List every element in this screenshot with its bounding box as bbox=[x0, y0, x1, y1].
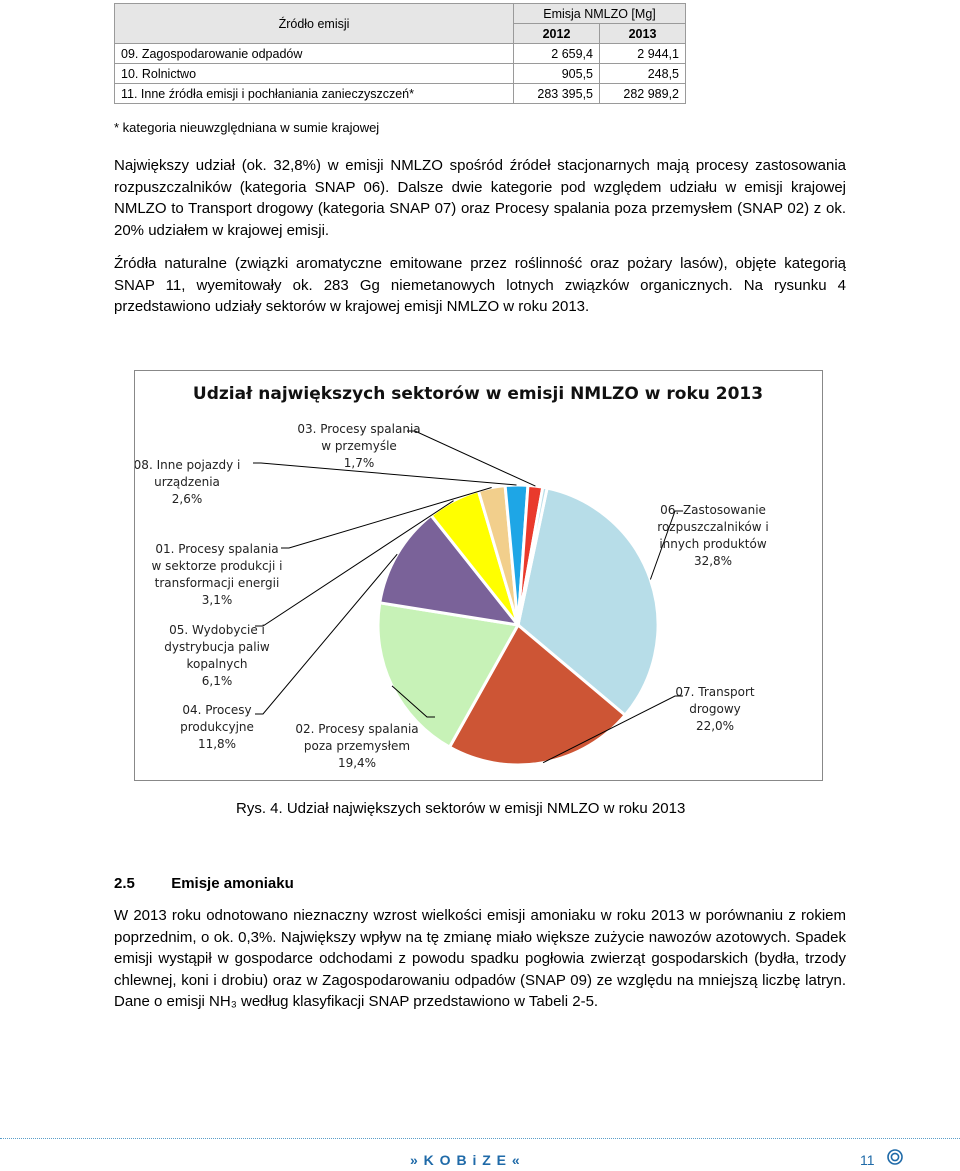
footer-rule bbox=[0, 1138, 960, 1139]
section-title: Emisje amoniaku bbox=[171, 875, 294, 892]
paragraph-ammonia: W 2013 roku odnotowano nieznaczny wzrost wielkości emisji amoniaku w roku 2013 w porównaniu z rokiem poprzednim, o ok. 0,3%. Największy wpływ na tę zmianę miało większe zużycie nawozów azotowych. Spadek emisji wystąpił w gospodarce odchodami z powodu spadku pogłowia zwierząt gospodarskich (bydła, trzody chlewnej, koni i drobiu) oraz w Zagospodarowaniu odpadów (SNAP 09) ze względu na mniejszą liczbę latryn. Dane o emisji NH₃ według klasyfikacji SNAP przedstawiono w Tabeli 2-5. bbox=[114, 907, 846, 1010]
page-number: 11 bbox=[860, 1152, 875, 1168]
pie-chart bbox=[135, 371, 822, 780]
row-source: 09. Zagospodarowanie odpadów bbox=[115, 44, 514, 64]
section-number: 2.5 bbox=[114, 875, 135, 892]
paragraph-natural-sources: Źródła naturalne (związki aromatyczne emitowane przez roślinność oraz pożary lasów), objęte kategorią SNAP 11, wyemitowały ok. 283 Gg niemetanowych lotnych związków organicznych. Na rysunku 4 przedstawiono udziały sektorów w krajowej emisji NMLZO w roku 2013. bbox=[114, 255, 846, 315]
header-emission: Emisja NMLZO [Mg] bbox=[514, 4, 686, 24]
pie-chart-frame bbox=[134, 370, 823, 781]
chart-title: Udział największych sektorów w emisji NMLZO w roku 2013 bbox=[192, 384, 764, 404]
target-logo-icon bbox=[887, 1149, 903, 1165]
footer-brand: » K O B i Z E « bbox=[410, 1152, 521, 1168]
leader-line-6 bbox=[253, 463, 517, 485]
slice-label-7: 03. Procesy spalania w przemyśle 1,7% bbox=[297, 422, 421, 470]
slice-label-3: 04. Procesy produkcyjne 11,8% bbox=[180, 703, 254, 751]
row-value-2012: 283 395,5 bbox=[514, 84, 600, 104]
leader-line-7 bbox=[407, 431, 535, 486]
table-row bbox=[115, 44, 686, 64]
row-source: 11. Inne źródła emisji i pochłaniania zanieczyszczeń* bbox=[115, 84, 514, 104]
row-value-2013: 2 944,1 bbox=[600, 44, 686, 64]
emission-table bbox=[114, 3, 686, 104]
table-row bbox=[115, 84, 686, 104]
slice-label-0: 06. Zastosowanie rozpuszczalników i innych produktów 32,8% bbox=[657, 503, 769, 568]
slice-label-5: 01. Procesy spalania w sektorze produkcji i transformacji energii 3,1% bbox=[151, 542, 283, 607]
slice-label-1: 07. Transport drogowy 22,0% bbox=[675, 685, 755, 733]
section-heading bbox=[114, 875, 294, 892]
row-value-2013: 248,5 bbox=[600, 64, 686, 84]
slice-label-2: 02. Procesy spalania poza przemysłem 19,4% bbox=[295, 722, 419, 770]
slice-label-6: 08. Inne pojazdy i urządzenia 2,6% bbox=[135, 458, 241, 506]
paragraph-nmlzo: Największy udział (ok. 32,8%) w emisji NMLZO spośród źródeł stacjonarnych mają procesy zastosowania rozpuszczalników (kategoria SNAP 06). Dalsze dwie kategorie pod względem udziału w emisji krajowej NMLZO to Transport drogowy (kategoria SNAP 07) oraz Procesy spalania poza przemysłem (SNAP 02) z ok. 20% udziałem w krajowej emisji. bbox=[114, 157, 846, 239]
header-year-2012: 2012 bbox=[514, 24, 600, 44]
header-source: Źródło emisji bbox=[115, 4, 514, 44]
figure-caption: Rys. 4. Udział największych sektorów w emisji NMLZO w roku 2013 bbox=[236, 800, 686, 817]
row-value-2012: 905,5 bbox=[514, 64, 600, 84]
row-source: 10. Rolnictwo bbox=[115, 64, 514, 84]
row-value-2012: 2 659,4 bbox=[514, 44, 600, 64]
row-value-2013: 282 989,2 bbox=[600, 84, 686, 104]
table-footnote: * kategoria nieuwzględniana w sumie krajowej bbox=[114, 120, 380, 135]
header-year-2013: 2013 bbox=[600, 24, 686, 44]
slice-label-4: 05. Wydobycie i dystrybucja paliw kopalnych 6,1% bbox=[164, 623, 270, 688]
table-row bbox=[115, 64, 686, 84]
page-footer bbox=[0, 1138, 960, 1171]
